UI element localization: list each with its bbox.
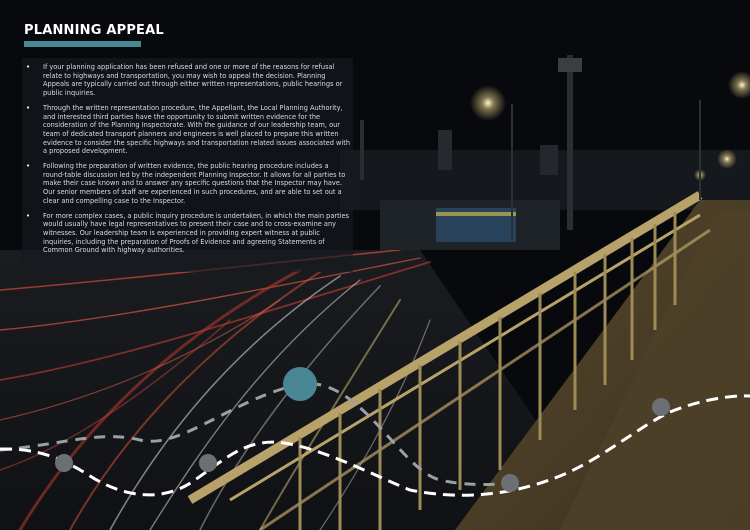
page-title: PLANNING APPEAL <box>24 23 164 38</box>
bullet-icon: • <box>26 211 31 220</box>
timeline-marker <box>55 454 73 472</box>
timeline-path <box>0 396 750 495</box>
bullet-icon: • <box>26 63 31 71</box>
paragraph-text: Through the written representation procedure, the Appellant, the Local Planning Authority, and interested third parties have the opportunity to submit written evidence for the consideration of the Planning Inspectorate. With the guidance of our leadership team, our team of dedicated transport planners and engineers is well placed to prepare this written evidence to consider the specific highways and transportation related issues associated with a proposed development. <box>43 103 351 156</box>
timeline-marker-highlight <box>283 367 317 401</box>
timeline-marker <box>652 398 670 416</box>
bullet-icon: • <box>26 162 31 171</box>
list-item <box>24 63 350 98</box>
title-underline <box>24 41 141 47</box>
paragraph-text: Following the preparation of written evidence, the public hearing procedure includes a round-table discussion led by the independent Planning Inspector. It allows for all parties to make their case known and to answer any specific questions that the Inspector may have. Our senior members of staff are experienced in such procedures, and are able to set out a clear and compelling case to the Inspector. <box>43 162 346 205</box>
timeline-marker <box>501 474 519 492</box>
bullet-icon: • <box>26 103 31 112</box>
list-item <box>24 104 350 156</box>
timeline-marker <box>199 454 217 472</box>
list-item <box>24 212 350 256</box>
list-item <box>24 162 350 206</box>
paragraph-text: For more complex cases, a public inquiry procedure is undertaken, in which the main parties would usually have legal representatives to present their case and to cross-examine any witnesses. Our leadership team is experienced in providing expert witness at public inquiries, including the preparation of Proofs of Evidence and agreeing Statements of Common Ground with highway authorities. <box>43 211 349 255</box>
bullet-list <box>24 63 350 261</box>
paragraph-text: If your planning application has been refused and one or more of the reasons for refusal relate to highways and transportation, you may wish to appeal the decision. Planning Appeals are typically carried out through either written representations, public hearings or public inquiries. <box>43 63 343 98</box>
